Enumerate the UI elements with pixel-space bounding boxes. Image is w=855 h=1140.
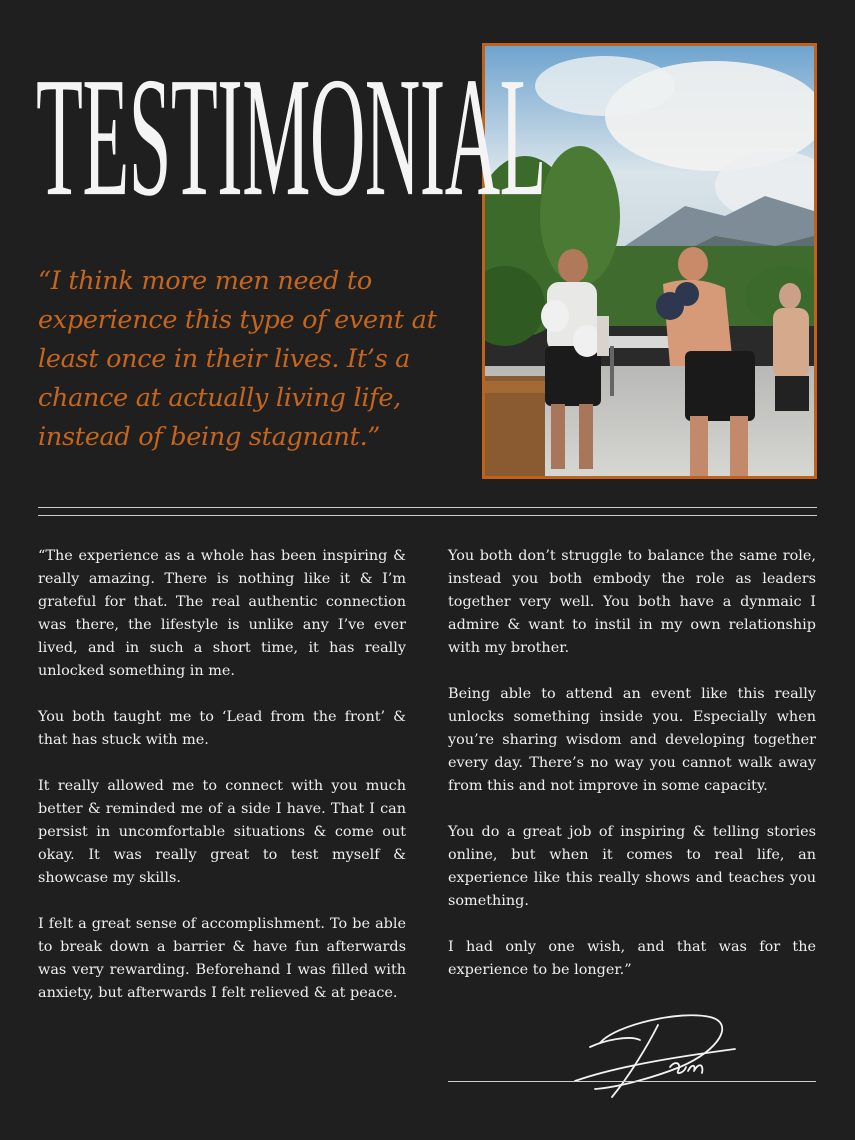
- body-column-left: [38, 545, 406, 1028]
- paragraph: Being able to attend an event like this really unlocks something inside you. Especially when you’re sharing wisdom and developing together every day. There’s no way you cannot walk away from this and not improve in some capacity.: [448, 686, 816, 794]
- divider-bottom: [38, 515, 817, 516]
- paragraph: I had only one wish, and that was for the experience to be longer.”: [448, 939, 816, 978]
- paragraph: I felt a great sense of accomplishment. To be able to break down a barrier & have fun afterwards was very rewarding. Beforehand I was filled with anxiety, but afterwards I felt relieved & at peace.: [38, 916, 406, 1001]
- signature-graphic: [560, 1005, 750, 1105]
- page-title: TESTIMONIAL: [36, 42, 546, 232]
- signature-line: [448, 1081, 816, 1082]
- signature-text: [560, 1005, 562, 1006]
- paragraph: It really allowed me to connect with you much better & reminded me of a side I have. That I can persist in uncomfortable situations & come out okay. It was really great to test myself & showcase my skills.: [38, 778, 406, 886]
- divider-top: [38, 507, 817, 508]
- paragraph: You both taught me to ‘Lead from the front’ & that has stuck with me.: [38, 709, 406, 748]
- paragraph: “The experience as a whole has been inspiring & really amazing. There is nothing like it & I’m grateful for that. The real authentic connection was there, the lifestyle is unlike any I’ve ever lived, and in such a short time, it has really unlocked something in me.: [38, 548, 406, 679]
- body-column-right: [448, 545, 816, 1005]
- pull-quote: “I think more men need to experience this type of event at least once in their lives. It’s a chance at actually living life, instead of being stagnant.”: [38, 266, 437, 452]
- paragraph: You do a great job of inspiring & telling stories online, but when it comes to real life, an experience like this really shows and teaches you something.: [448, 824, 816, 909]
- signature: [560, 1005, 750, 1105]
- paragraph: You both don’t struggle to balance the same role, instead you both embody the role as leaders together very well. You both have a dynmaic I admire & want to instil in my own relationship with my brother.: [448, 548, 816, 656]
